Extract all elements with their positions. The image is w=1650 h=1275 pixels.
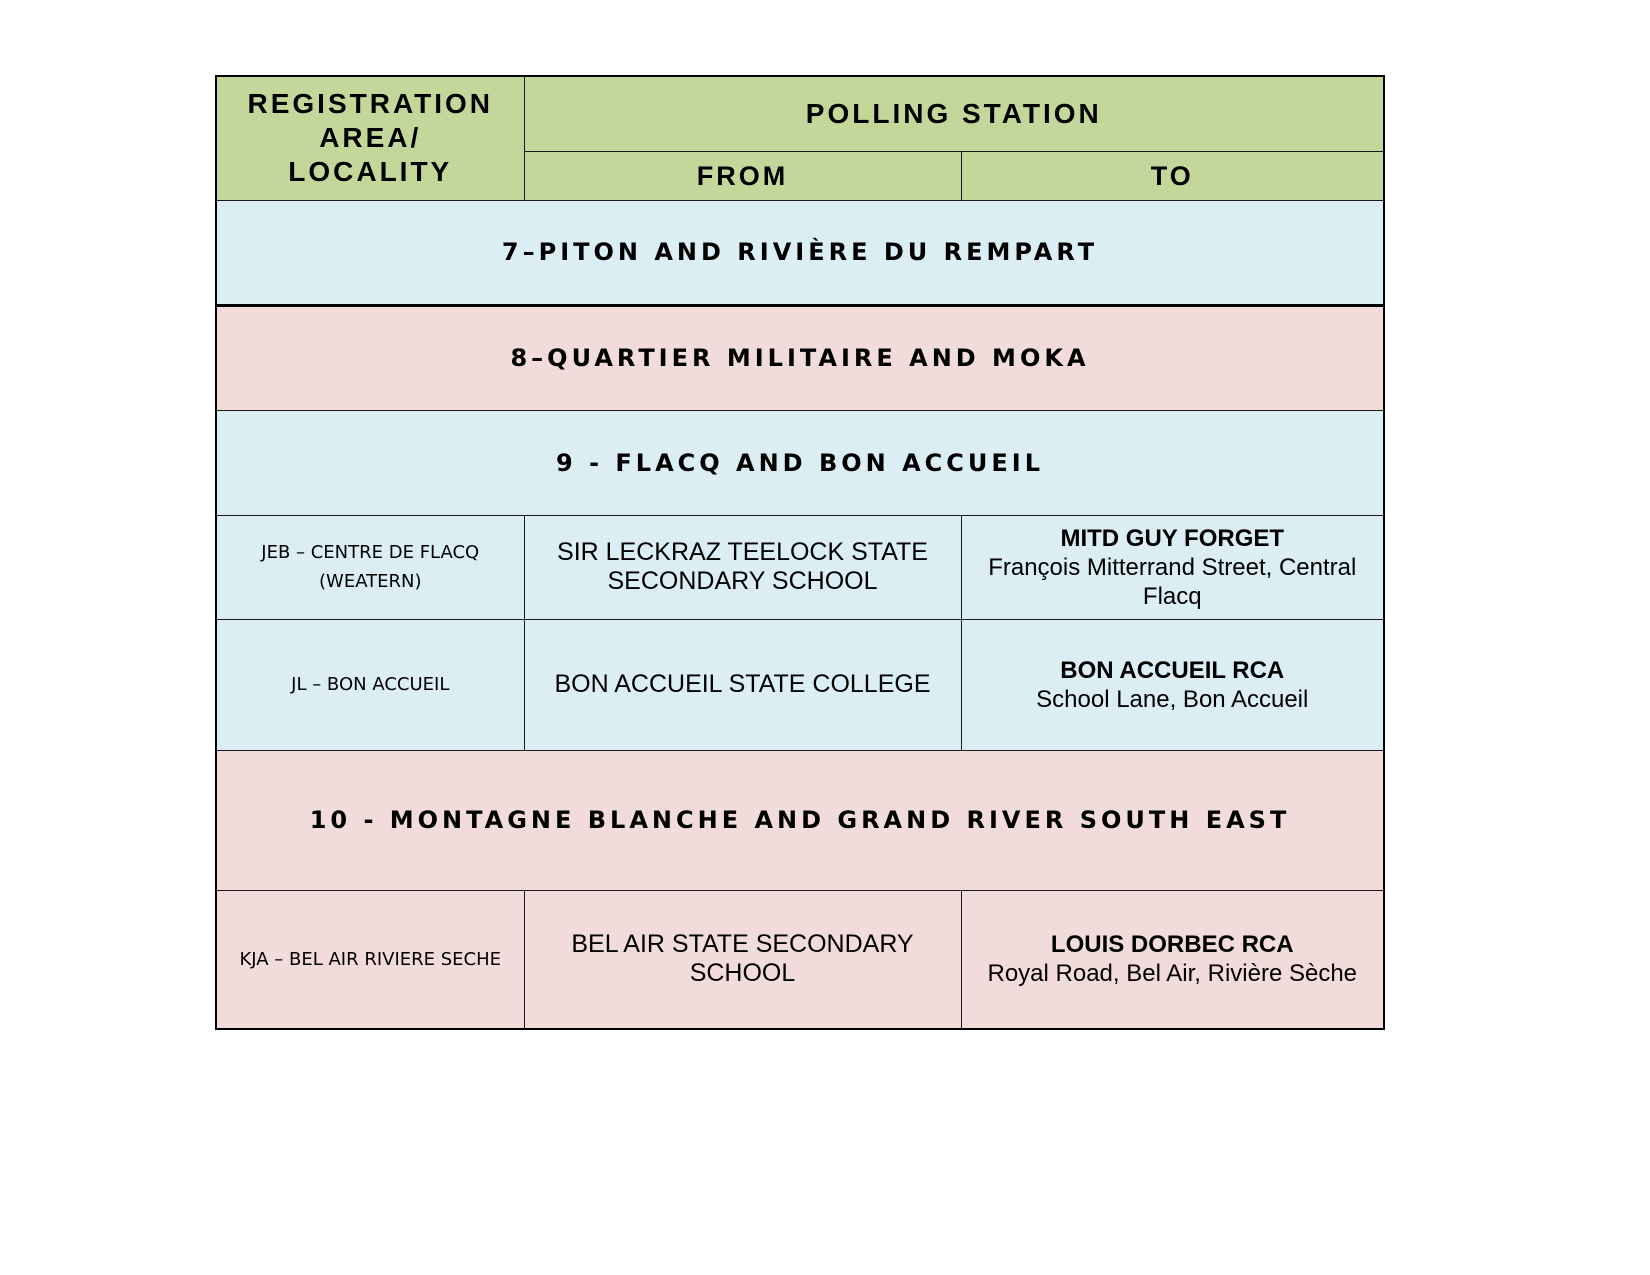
polling-station-header: POLLING STATION [524, 76, 1384, 151]
polling-station-table [215, 75, 1385, 1030]
registration-area-cell: JL – BON ACCUEIL [216, 619, 524, 750]
section-title: 10 - MONTAGNE BLANCHE AND GRAND RIVER SOUTH EAST [216, 750, 1384, 890]
section-title: 8–QUARTIER MILITAIRE AND MOKA [216, 305, 1384, 410]
section-title: 9 - FLACQ AND BON ACCUEIL [216, 410, 1384, 515]
to-station-address: François Mitterrand Street, Central Flacq [988, 553, 1357, 610]
to-station-name: BON ACCUEIL RCA [1060, 656, 1285, 684]
to-station-cell [961, 619, 1384, 750]
to-station-address: School Lane, Bon Accueil [1036, 685, 1309, 713]
to-station-name: LOUIS DORBEC RCA [1050, 931, 1294, 959]
table-row [216, 515, 1384, 619]
registration-area-header: REGISTRATION AREA/ LOCALITY [216, 76, 524, 200]
from-station-cell: BON ACCUEIL STATE COLLEGE [524, 619, 961, 750]
to-station-cell [961, 515, 1384, 619]
registration-area-cell: JEB – CENTRE DE FLACQ (WEATERN) [216, 515, 524, 619]
to-station-name: MITD GUY FORGET [1060, 524, 1285, 552]
table-row [216, 619, 1384, 750]
to-header: TO [961, 151, 1384, 200]
to-station-cell [961, 890, 1384, 1029]
section-title: 7–PITON AND RIVIÈRE DU REMPART [216, 200, 1384, 305]
from-station-cell: BEL AIR STATE SECONDARY SCHOOL [524, 890, 961, 1029]
table-row [216, 890, 1384, 1029]
to-station-address: Royal Road, Bel Air, Rivière Sèche [987, 960, 1358, 988]
from-station-cell: SIR LECKRAZ TEELOCK STATE SECONDARY SCHOOL [524, 515, 961, 619]
registration-area-cell: KJA – BEL AIR RIVIERE SECHE [216, 890, 524, 1029]
from-header: FROM [524, 151, 961, 200]
